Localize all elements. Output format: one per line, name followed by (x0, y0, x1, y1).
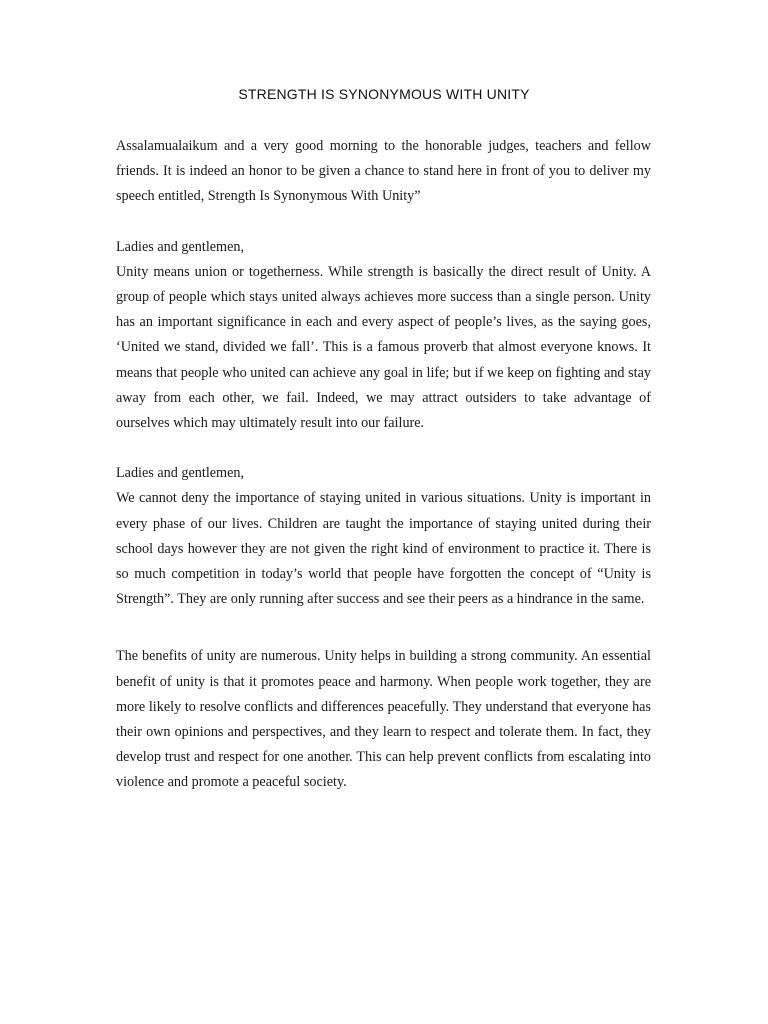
section1-salutation: Ladies and gentlemen, (116, 238, 245, 255)
paragraph-spacer (116, 210, 651, 235)
document-title: STRENGTH IS SYNONYMOUS WITH UNITY (238, 86, 530, 102)
section1-paragraph: Unity means union or togetherness. While strength is basically the direct result of Unity. A group of people which stays united always achieves more success than a single person. Unity has an important significance in each and every aspect of people’s lives, as the saying goes, ‘United we stand, divided we fall’. This is a famous proverb that almost everyone knows. It means that people who united can achieve any goal in life; but if we keep on fighting and stay away from each other, we fail. Indeed, we may attract outsiders to take advantage of ourselves which may ultimately result into our failure. (116, 263, 651, 432)
section2-salutation: Ladies and gentlemen, (116, 465, 245, 482)
section2-paragraph: We cannot deny the importance of staying united in various situations. Unity is important in every phase of our lives. Children are taught the importance of staying united during their school days however they are not given the right kind of environment to practice it. There is so much competition in today’s world that people have forgotten the concept of “Unity is Strength”. They are only running after success and see their peers as a hindrance in the same. (116, 490, 651, 608)
section3-paragraph: The benefits of unity are numerous. Unity helps in building a strong community. An essential benefit of unity is that it promotes peace and harmony. When people work together, they are more likely to resolve conflicts and differences peacefully. They understand that everyone has their own opinions and perspectives, and they learn to respect and tolerate them. In fact, they develop trust and respect for one another. This can help prevent conflicts from escalating into violence and promote a peaceful society. (116, 648, 651, 791)
paragraph-spacer (116, 436, 651, 461)
paragraph-spacer (116, 612, 651, 644)
intro-paragraph: Assalamualaikum and a very good morning to the honorable judges, teachers and fellow friends. It is indeed an honor to be given a chance to stand here in front of you to deliver my speech entitled, Strength Is Synonymous With Unity” (116, 138, 651, 205)
document-body (116, 134, 651, 796)
